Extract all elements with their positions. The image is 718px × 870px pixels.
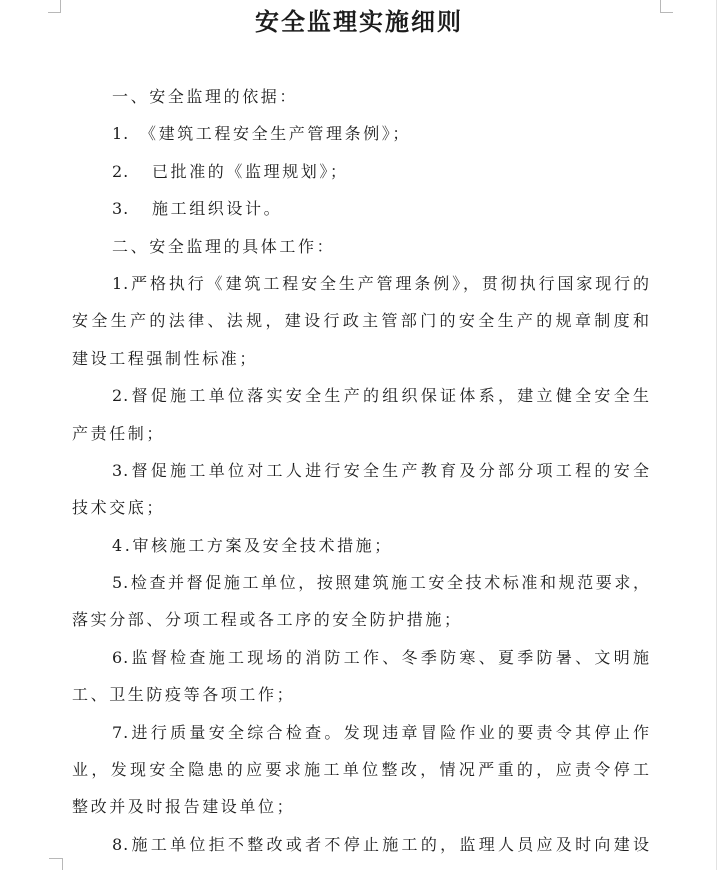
list-item (72, 190, 650, 227)
paragraph-line: 工、卫生防疫等各项工作； (72, 685, 296, 705)
paragraph-line: 8.施工单位拒不整改或者不停止施工的，监理人员应及时向建设 (112, 834, 650, 854)
paragraph-line: 1.严格执行《建筑工程安全生产管理条例》，贯彻执行国家现行的 (112, 273, 650, 293)
list-item (72, 153, 650, 190)
list-item (72, 115, 650, 152)
section-heading-work: 二、安全监理的具体工作： (112, 236, 336, 256)
paragraph-line: 5.检查并督促施工单位，按照建筑施工安全技术标准和规范要求， (112, 573, 650, 593)
list-item-text: 施工组织设计。 (152, 199, 283, 219)
page-edge-line (716, 0, 717, 870)
paragraph-line: 7.进行质量安全综合检查。发现违章冒险作业的要责令其停止作 (112, 722, 650, 742)
paragraph-line: 产责任制； (72, 423, 166, 443)
list-item-text: 《建筑工程安全生产管理条例》； (140, 124, 412, 144)
paragraph-line: 安全生产的法律、法规，建设行政主管部门的安全生产的规章制度和 (72, 311, 650, 331)
paragraph-line: 技术交底； (72, 498, 166, 518)
list-item-text: 已批准的《监理规划》； (152, 161, 349, 181)
margin-mark-bottom-left-horizontal (49, 858, 63, 859)
paragraph-line: 4.审核施工方案及安全技术措施； (112, 535, 393, 555)
list-number: 1. (112, 124, 130, 144)
paragraph-line: 6.监督检查施工现场的消防工作、冬季防寒、夏季防暑、文明施 (112, 647, 650, 667)
section-heading-basis: 一、安全监理的依据： (112, 87, 299, 106)
margin-mark-bottom-left-vertical (62, 858, 63, 870)
paragraph-line: 整改并及时报告建设单位； (72, 797, 296, 817)
list-number: 3. (112, 199, 130, 219)
paragraph-line: 建设工程强制性标准； (72, 348, 259, 368)
paragraph-line: 业，发现安全隐患的应要求施工单位整改，情况严重的，应责令停工 (72, 760, 650, 780)
paragraph-line: 落实分部、分项工程或各工序的安全防护措施； (72, 610, 463, 630)
paragraph-line: 2.督促施工单位落实安全生产的组织保证体系，建立健全安全生 (112, 386, 650, 406)
paragraph-line: 3.督促施工单位对工人进行安全生产教育及分部分项工程的安全 (112, 460, 650, 480)
list-number: 2. (112, 161, 130, 181)
document-title: 安全监理实施细则 (255, 7, 463, 36)
document-body (72, 78, 650, 863)
